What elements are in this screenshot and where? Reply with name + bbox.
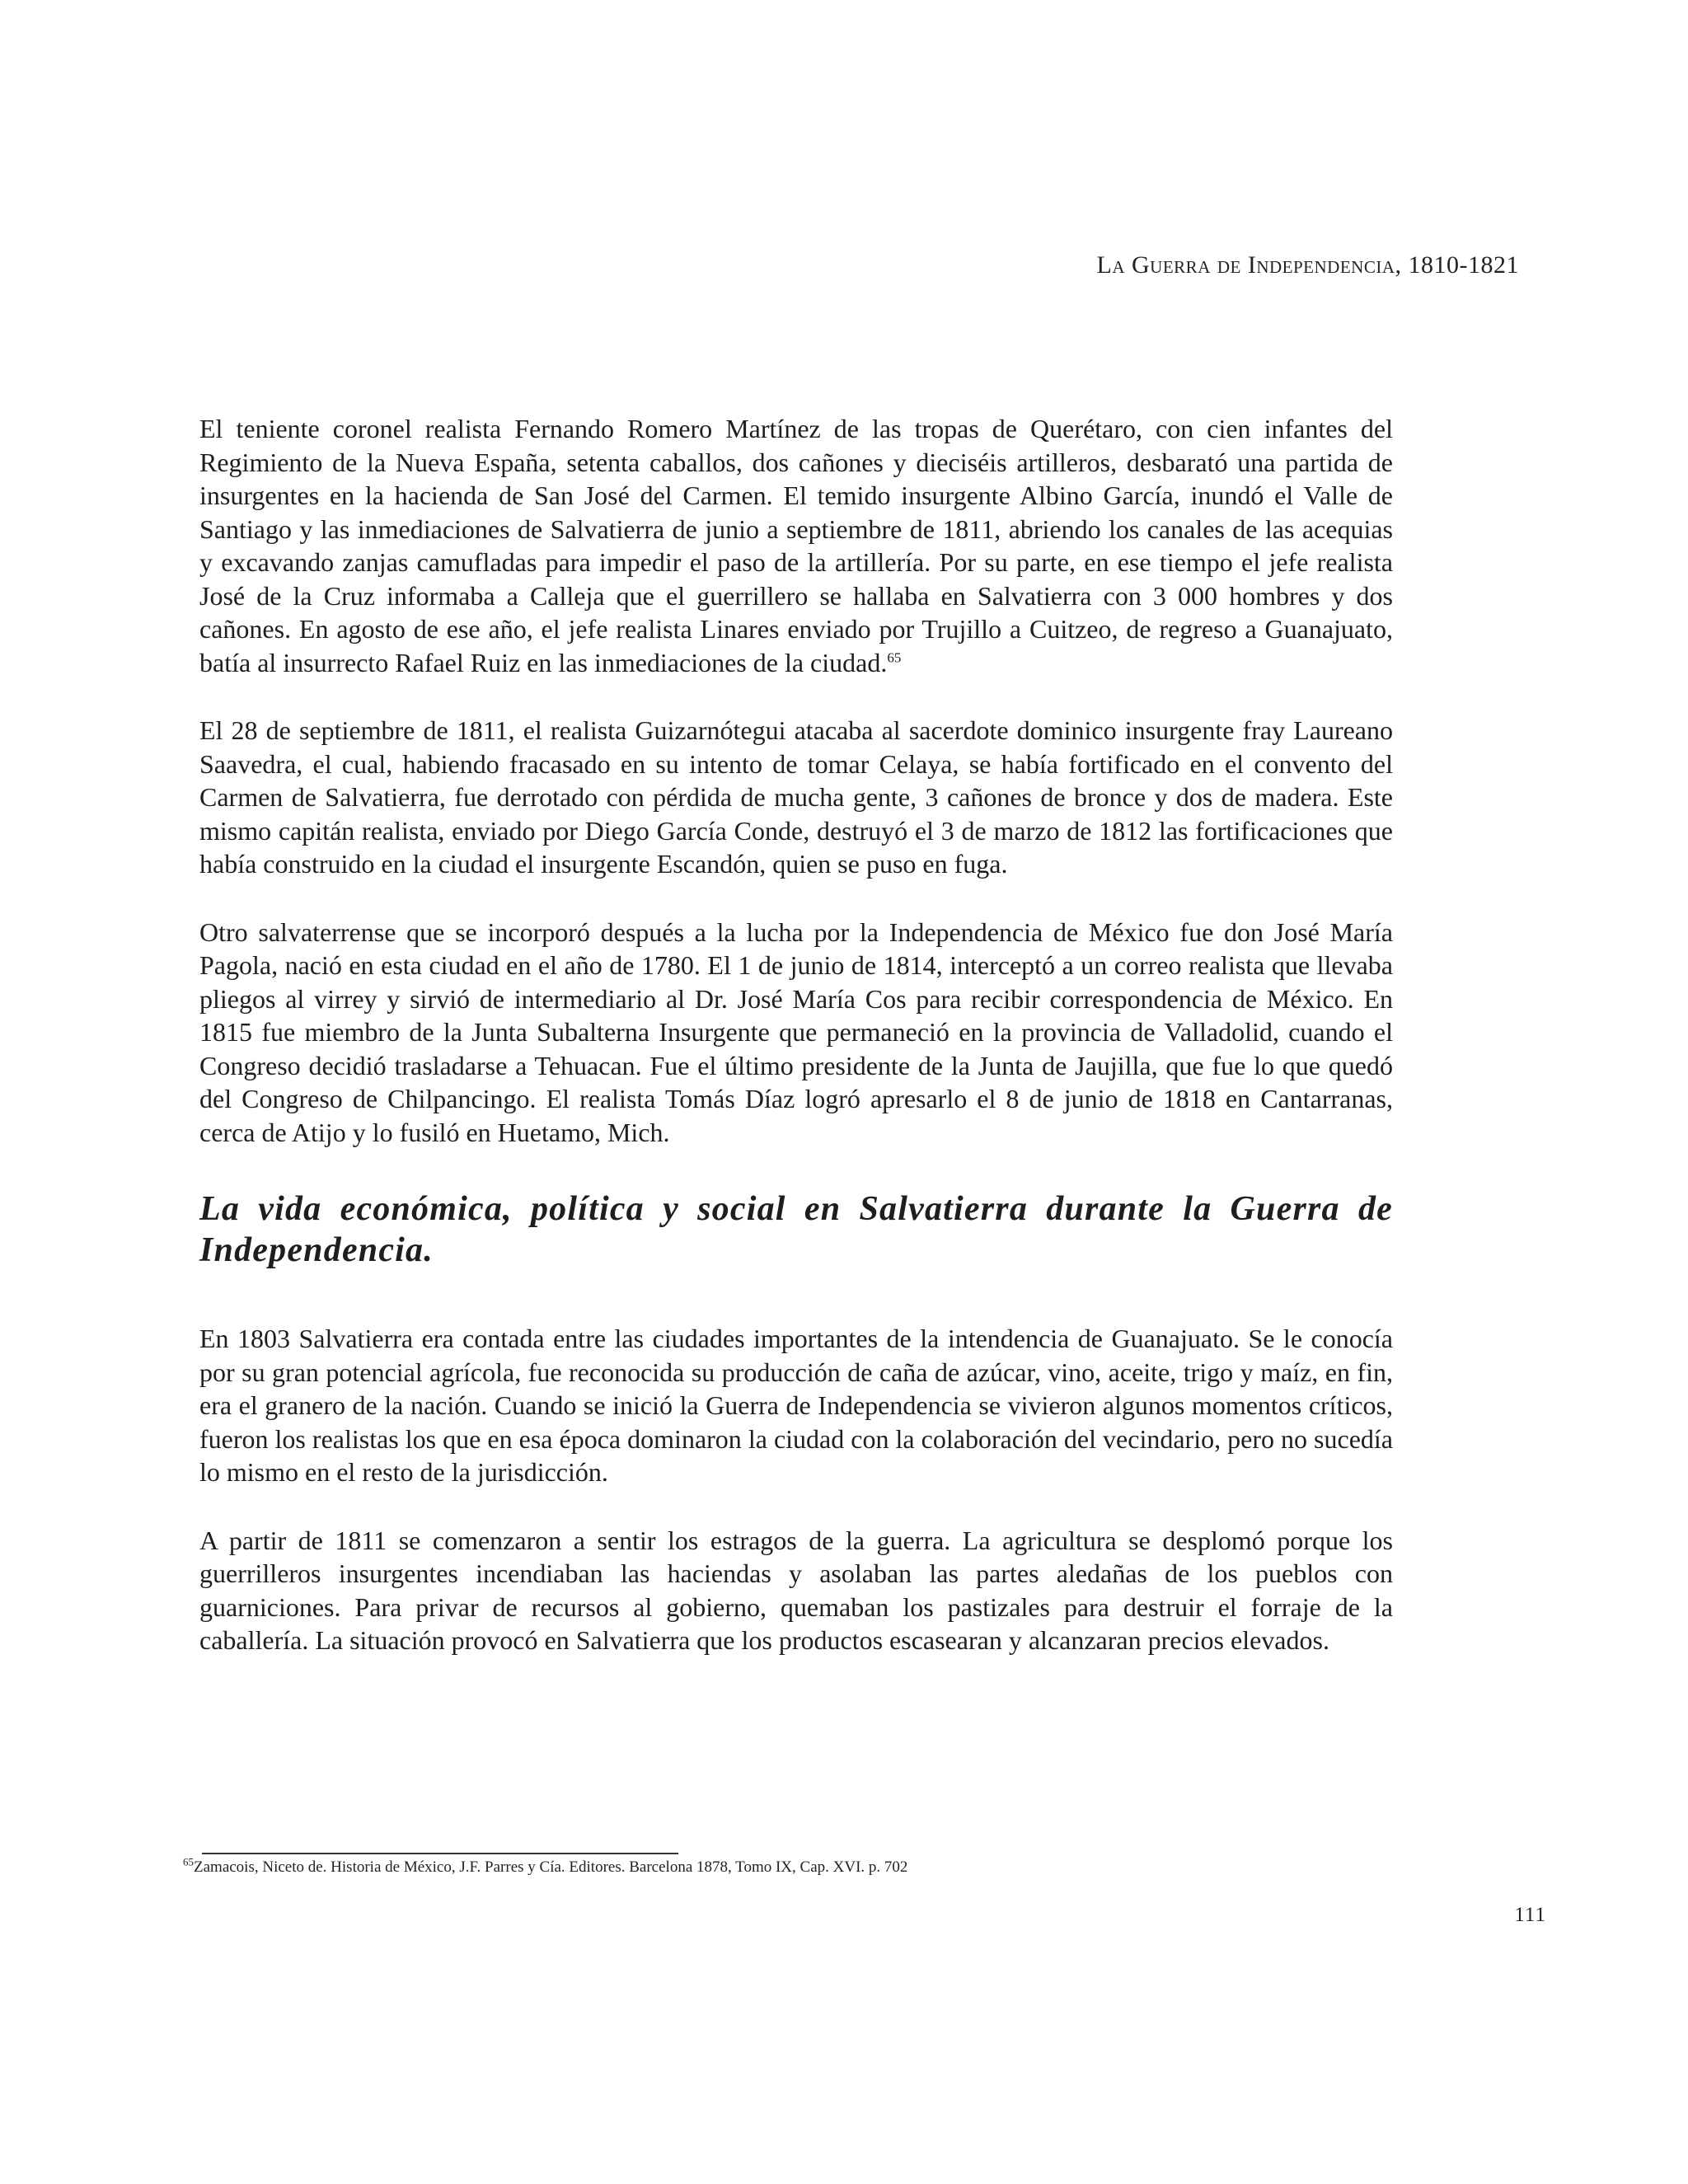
footnote-reference[interactable]: 65	[887, 649, 902, 665]
body-paragraph: El 28 de septiembre de 1811, el realista Guizarnótegui atacaba al sacerdote dominico insurgente fray Laureano Saavedra, el cual, habiendo fracasado en su intento de tomar Celaya, se había fortificado en el convento del Carmen de Salvatierra, fue derrotado con pérdida de mucha gente, 3 cañones de bronce y dos de madera. Este mismo capitán realista, enviado por Diego García Conde, destruyó el 3 de marzo de 1812 las fortificaciones que había construido en la ciudad el insurgente Escandón, quien se puso en fuga.	[199, 715, 1393, 879]
paragraph-text: El teniente coronel realista Fernando Romero Martínez de las tropas de Querétaro, con cien infantes del Regimiento de la Nueva España, setenta caballos, dos cañones y dieciséis artilleros, desbarató una partida de insurgentes en la hacienda de San José del Carmen. El temido insurgente Albino García, inundó el Valle de Santiago y las inmediaciones de Salvatierra de junio a septiembre de 1811, abriendo los canales de las acequias y excavando zanjas camufladas para impedir el paso de la artillería. Por su parte, en ese tiempo el jefe realista José de la Cruz informaba a Calleja que el guerrillero se hallaba en Salvatierra con 3 000 hombres y dos cañones. En agosto de ese año, el jefe realista Linares enviado por Trujillo a Cuitzeo, de regreso a Guanajuato, batía al insurrecto Rafael Ruiz en las inmediaciones de la ciudad.	[199, 414, 1393, 677]
running-header: La Guerra de Independencia, 1810-1821	[1096, 251, 1519, 279]
footnote-separator	[202, 1853, 678, 1854]
footnote-number: 65	[183, 1855, 194, 1868]
section-heading: La vida económica, política y social en Salvatierra durante la Guerra de Independencia.	[199, 1190, 1393, 1269]
body-paragraph: Otro salvaterrense que se incorporó después a la lucha por la Independencia de México fue don José María Pagola, nació en esta ciudad en el año de 1780. El 1 de junio de 1814, interceptó a un correo realista que llevaba pliegos al virrey y sirvió de intermediario al Dr. José María Cos para recibir correspondencia de México. En 1815 fue miembro de la Junta Subalterna Insurgente que permaneció en la provincia de Valladolid, cuando el Congreso decidió trasladarse a Tehuacan. Fue el último presidente de la Junta de Jaujilla, que fue lo que quedó del Congreso de Chilpancingo. El realista Tomás Díaz logró apresarlo el 8 de junio de 1818 en Cantarranas, cerca de Atijo y lo fusiló en Huetamo, Mich.	[199, 916, 1393, 1147]
footnote-text: Zamacois, Niceto de. Historia de México, J.F. Parres y Cía. Editores. Barcelona 1878, Tomo IX, Cap. XVI. p. 702	[194, 1858, 908, 1876]
body-paragraph	[199, 412, 1393, 679]
body-paragraph: En 1803 Salvatierra era contada entre las ciudades importantes de la intendencia de Guanajuato. Se le conocía por su gran potencial agrícola, fue reconocida su producción de caña de azúcar, vino, aceite, trigo y maíz, en fin, era el granero de la nación. Cuando se inició la Guerra de Independencia se vivieron algunos momentos críticos, fueron los realistas los que en esa época dominaron la ciudad con la colaboración del vecindario, pero no sucedía lo mismo en el resto de la jurisdicción.	[199, 1324, 1393, 1487]
footnote	[183, 1855, 908, 1877]
page-number: 111	[1514, 1904, 1546, 1926]
main-text	[199, 412, 1393, 1657]
body-paragraph: A partir de 1811 se comenzaron a sentir los estragos de la guerra. La agricultura se desplomó porque los guerrilleros insurgentes incendiaban las haciendas y asolaban las partes aledañas de los pueblos con guarniciones. Para privar de recursos al gobierno, quemaban los pastizales para destruir el forraje de la caballería. La situación provocó en Salvatierra que los productos escasearan y alcanzaran precios elevados.	[199, 1525, 1393, 1655]
